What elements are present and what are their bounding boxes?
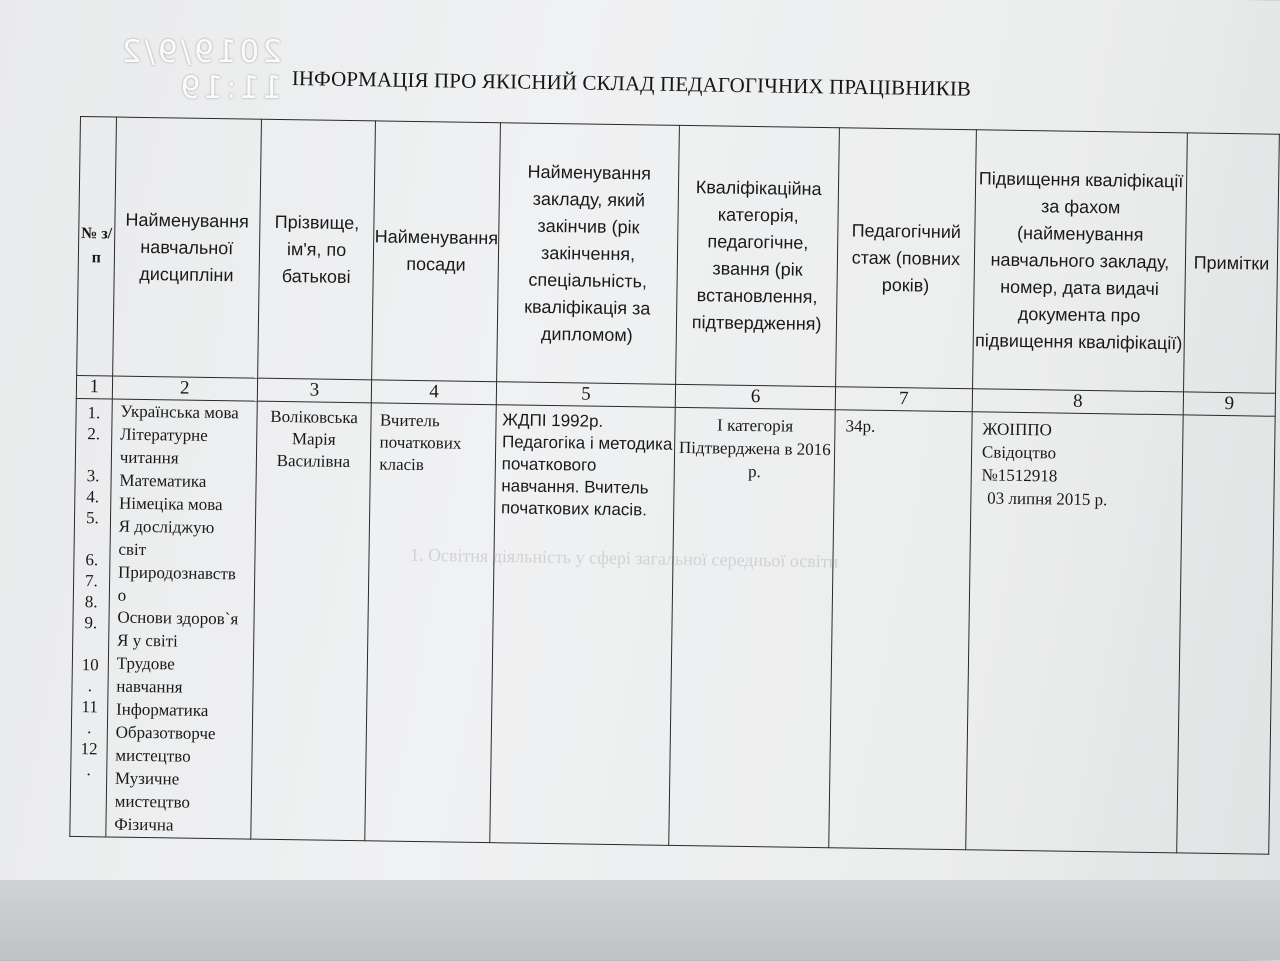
subject-item: навчання — [116, 676, 183, 697]
row-number: 8. — [84, 592, 98, 612]
row-number: 1. — [87, 403, 101, 423]
subject-item: Основи здоров`я — [117, 608, 239, 629]
subject-item: мистецтво — [115, 745, 191, 766]
row-number: 11 — [81, 697, 98, 717]
row-number: 10 — [81, 655, 99, 675]
header-institution: Найменування закладу, який закінчив (рік закінчення, спеціальність, кваліфікація за дипломом) — [496, 123, 679, 385]
column-number: 1 — [76, 375, 112, 399]
table-row — [70, 398, 1275, 854]
column-number: 5 — [496, 382, 676, 408]
subject-item: читання — [119, 447, 179, 468]
subject-item: Я у світі — [116, 630, 178, 651]
row-number: 2. — [87, 424, 101, 444]
header-notes: Примітки — [1184, 133, 1280, 393]
row-number: 5. — [85, 508, 99, 528]
subject-item: мистецтво — [114, 791, 191, 812]
training-institution: ЖОІППО — [982, 419, 1052, 440]
row-number — [73, 632, 108, 654]
subjects-cell — [106, 399, 257, 839]
row-number: 3. — [86, 466, 100, 486]
staff-table — [69, 116, 1280, 855]
experience-cell: 34р. — [829, 410, 972, 850]
header-training: Підвищення кваліфікації за фахом (найменування навчального закладу, номер, дата видачі документа про підвищення кваліфікації) — [972, 130, 1187, 392]
training-document-number: №1512918 — [981, 465, 1058, 486]
row-number: 4. — [86, 487, 100, 507]
column-number: 7 — [835, 387, 972, 412]
row-number: 7. — [84, 571, 99, 591]
desk-surface — [0, 880, 1280, 960]
column-number: 3 — [257, 378, 372, 403]
training-document-date: 03 липня 2015 р. — [987, 488, 1108, 510]
subject-item: Німеціка мова — [118, 493, 223, 514]
subject-item: Образотворче — [115, 722, 216, 744]
header-discipline: Найменування навчальної дисципліни — [112, 117, 261, 378]
staff-table-wrapper — [69, 116, 1280, 855]
subject-item: Природознавств — [117, 562, 237, 583]
position-cell: Вчитель початкових класів — [365, 403, 496, 843]
institution-cell: ЖДПІ 1992р. Педагогіка і методика початкового навчання. Вчитель початкових класів. — [490, 405, 676, 845]
row-number — [76, 443, 111, 465]
teacher-name-cell: Воліковська Марія Василівна — [250, 401, 371, 840]
row-number: . — [86, 760, 91, 780]
header-name: Прізвище, ім'я, по батькові — [257, 119, 376, 380]
subject-item: Фізична — [114, 814, 174, 835]
document-title: ІНФОРМАЦІЯ ПРО ЯКІСНИЙ СКЛАД ПЕДАГОГІЧНИХ ПРАЦІВНИКІВ — [291, 66, 972, 101]
training-document-type: Свідоцтво — [981, 442, 1057, 463]
column-number: 2 — [112, 376, 257, 401]
column-number: 9 — [1183, 392, 1275, 416]
subject-item: Математика — [119, 470, 207, 491]
photo-timestamp: 2019/9/2 11:19 — [118, 34, 282, 106]
header-experience: Педагогічний стаж (повних років) — [836, 128, 977, 389]
header-num: № з/п — [77, 117, 117, 377]
notes-cell — [1177, 415, 1275, 854]
subject-item: Я досліджую — [118, 516, 215, 537]
subject-item: Літературне — [119, 424, 208, 445]
header-category: Кваліфікаційна категорія, педагогічне, звання (рік встановлення, підтвердження) — [676, 125, 840, 386]
row-number: 9. — [84, 613, 98, 633]
training-cell — [966, 412, 1184, 853]
row-number: . — [87, 718, 92, 738]
column-number: 6 — [676, 384, 836, 409]
category-cell: І категорія Підтверджена в 2016 р. — [669, 407, 835, 847]
subject-item: Музичне — [114, 768, 180, 789]
subject-item: о — [117, 585, 127, 605]
subject-item: Трудове — [116, 653, 175, 674]
header-row — [77, 117, 1280, 394]
column-number: 4 — [372, 380, 497, 405]
bleed-through-text: 1. Освітня діяльність у сфері загальної середньої освіти — [409, 544, 839, 572]
subject-item: світ — [118, 539, 147, 559]
column-number: 8 — [972, 389, 1184, 415]
row-number: . — [87, 676, 93, 696]
header-position: Найменування посади — [372, 121, 500, 382]
row-number: 6. — [85, 550, 99, 570]
subject-item: Українська мова — [120, 401, 239, 423]
row-number: 12 — [80, 739, 98, 759]
subject-item: Інформатика — [115, 699, 209, 721]
row-number — [75, 527, 110, 549]
